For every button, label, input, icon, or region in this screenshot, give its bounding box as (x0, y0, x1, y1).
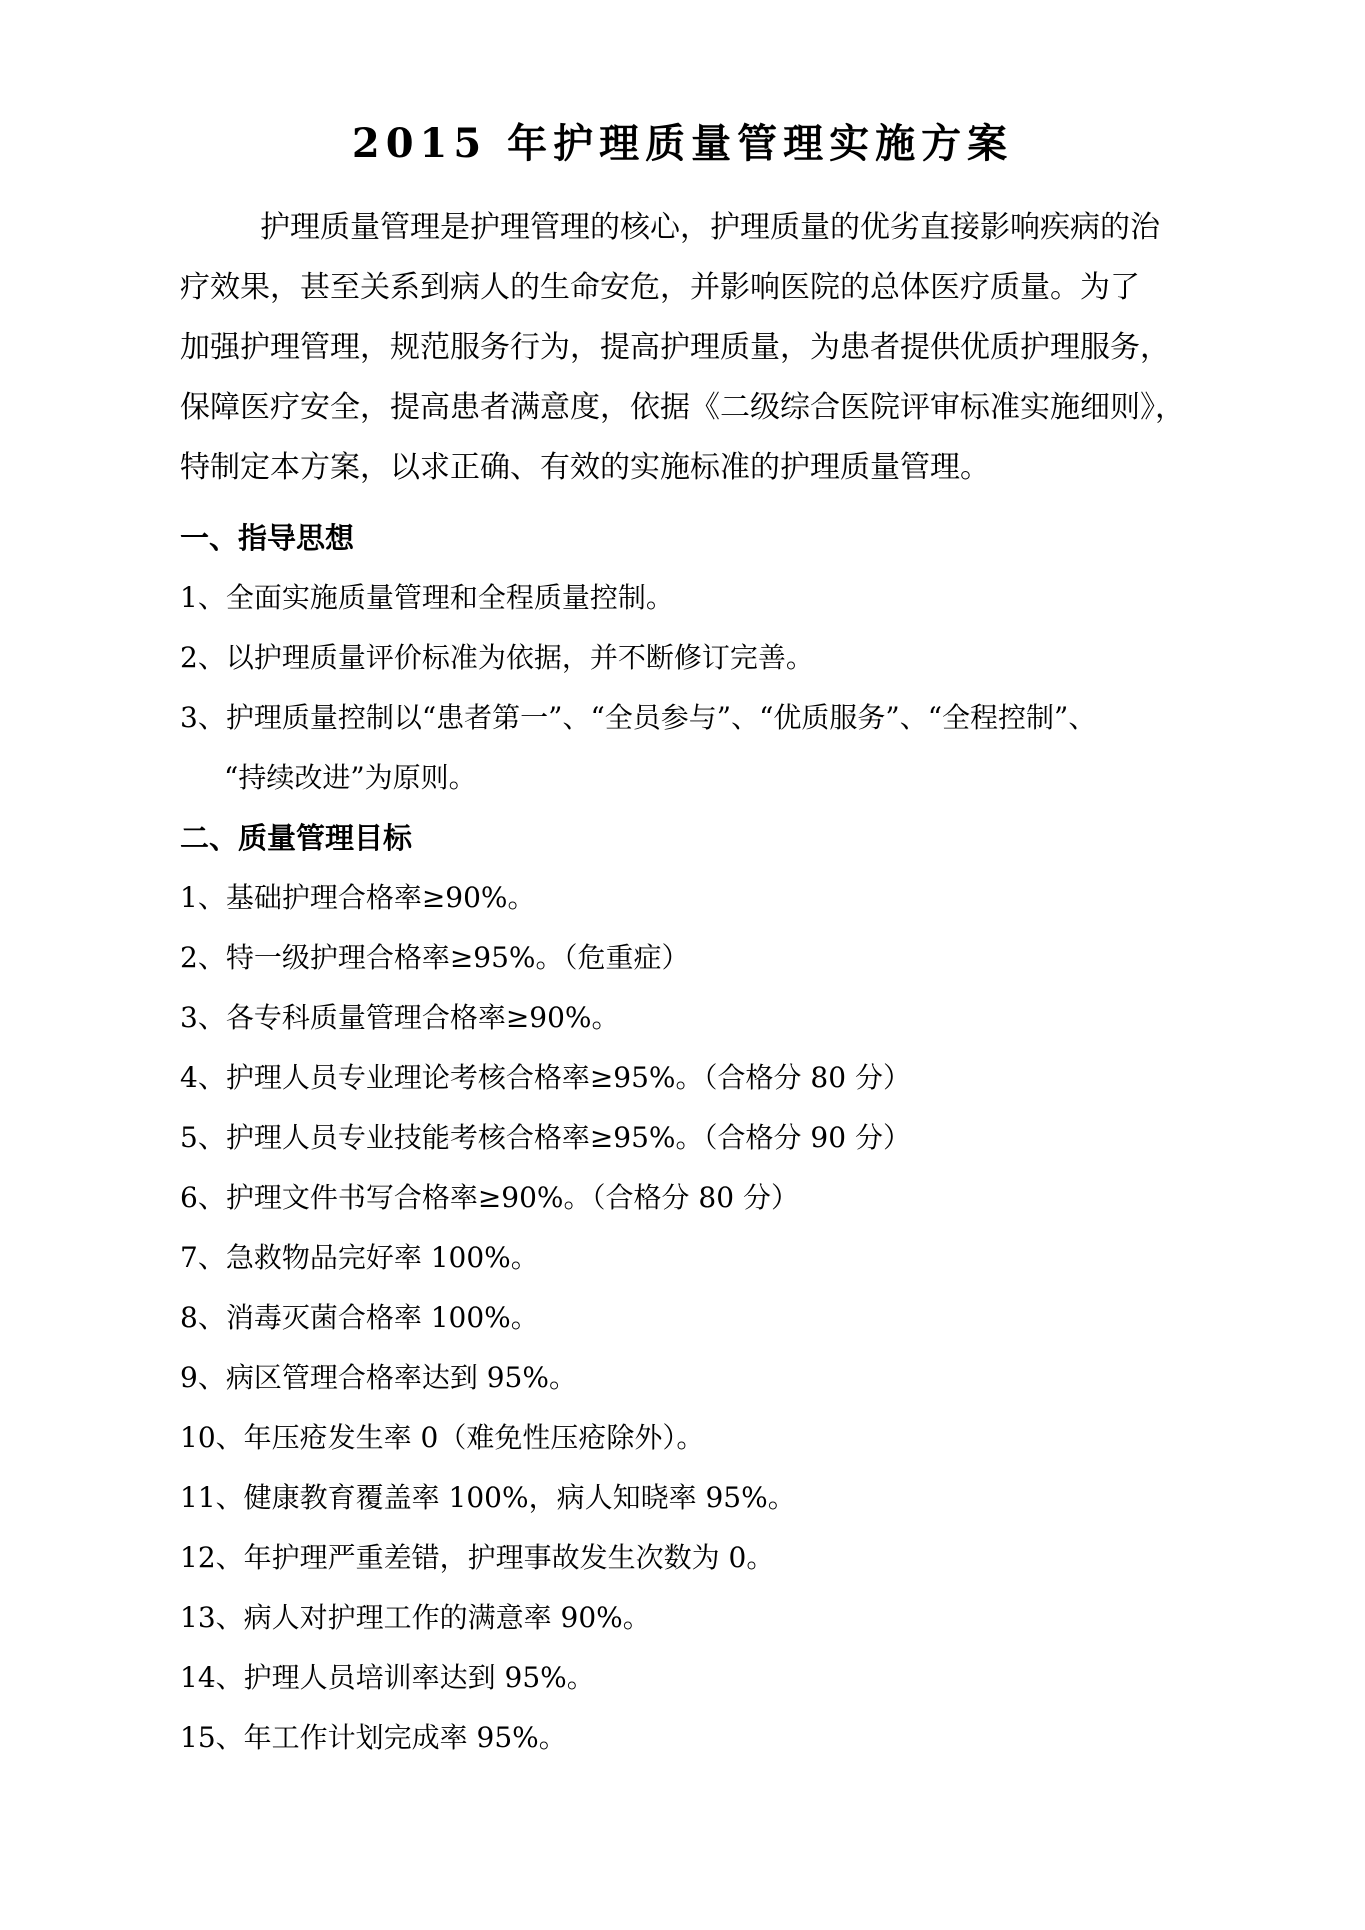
list-item: 10、年压疮发生率 0（难免性压疮除外）。 (180, 1421, 705, 1454)
list-item: 9、病区管理合格率达到 95%。 (180, 1361, 577, 1394)
list-item: 2、特一级护理合格率≥95%。（危重症） (180, 941, 690, 974)
section-heading-quality-targets: 二、质量管理目标 (180, 821, 413, 855)
list-item: 7、急救物品完好率 100%。 (180, 1241, 539, 1274)
list-item-continuation: “持续改进”为原则。 (224, 761, 477, 794)
list-item: 13、病人对护理工作的满意率 90%。 (180, 1601, 651, 1634)
list-item-text: 3、护理质量控制以“患者第一”、“全员参与”、“优质服务”、“全程控制”、 (180, 701, 1097, 734)
document-body (180, 508, 1240, 1768)
list-item (180, 688, 1240, 808)
list-item: 6、护理文件书写合格率≥90%。（合格分 80 分） (180, 1181, 799, 1214)
intro-line: 保障医疗安全，提高患者满意度，依据《二级综合医院评审标准实施细则》， (180, 390, 1185, 425)
list-item: 1、全面实施质量管理和全程质量控制。 (180, 581, 674, 614)
list-item: 3、各专科质量管理合格率≥90%。 (180, 1001, 620, 1034)
section-heading-guiding-principles: 一、指导思想 (180, 521, 355, 555)
list-item: 4、护理人员专业理论考核合格率≥95%。（合格分 80 分） (180, 1061, 911, 1094)
intro-line: 疗效果，甚至关系到病人的生命安危，并影响医院的总体医疗质量。为了 (180, 270, 1140, 305)
list-item: 14、护理人员培训率达到 95%。 (180, 1661, 595, 1694)
document-title: 2015 年护理质量管理实施方案 (351, 120, 1014, 167)
list-item: 8、消毒灭菌合格率 100%。 (180, 1301, 539, 1334)
intro-line: 护理质量管理是护理管理的核心，护理质量的优劣直接影响疾病的治 (260, 210, 1160, 245)
list-item: 12、年护理严重差错，护理事故发生次数为 0。 (180, 1541, 775, 1574)
list-item: 1、基础护理合格率≥90%。 (180, 881, 536, 914)
list-item: 15、年工作计划完成率 95%。 (180, 1721, 567, 1754)
list-item: 11、健康教育覆盖率 100%，病人知晓率 95%。 (180, 1481, 796, 1514)
intro-line: 特制定本方案，以求正确、有效的实施标准的护理质量管理。 (180, 450, 990, 485)
intro-paragraph (180, 198, 1230, 498)
list-item: 2、以护理质量评价标准为依据，并不断修订完善。 (180, 641, 814, 674)
list-item: 5、护理人员专业技能考核合格率≥95%。（合格分 90 分） (180, 1121, 911, 1154)
intro-line: 加强护理管理，规范服务行为，提高护理质量，为患者提供优质护理服务， (180, 330, 1170, 365)
